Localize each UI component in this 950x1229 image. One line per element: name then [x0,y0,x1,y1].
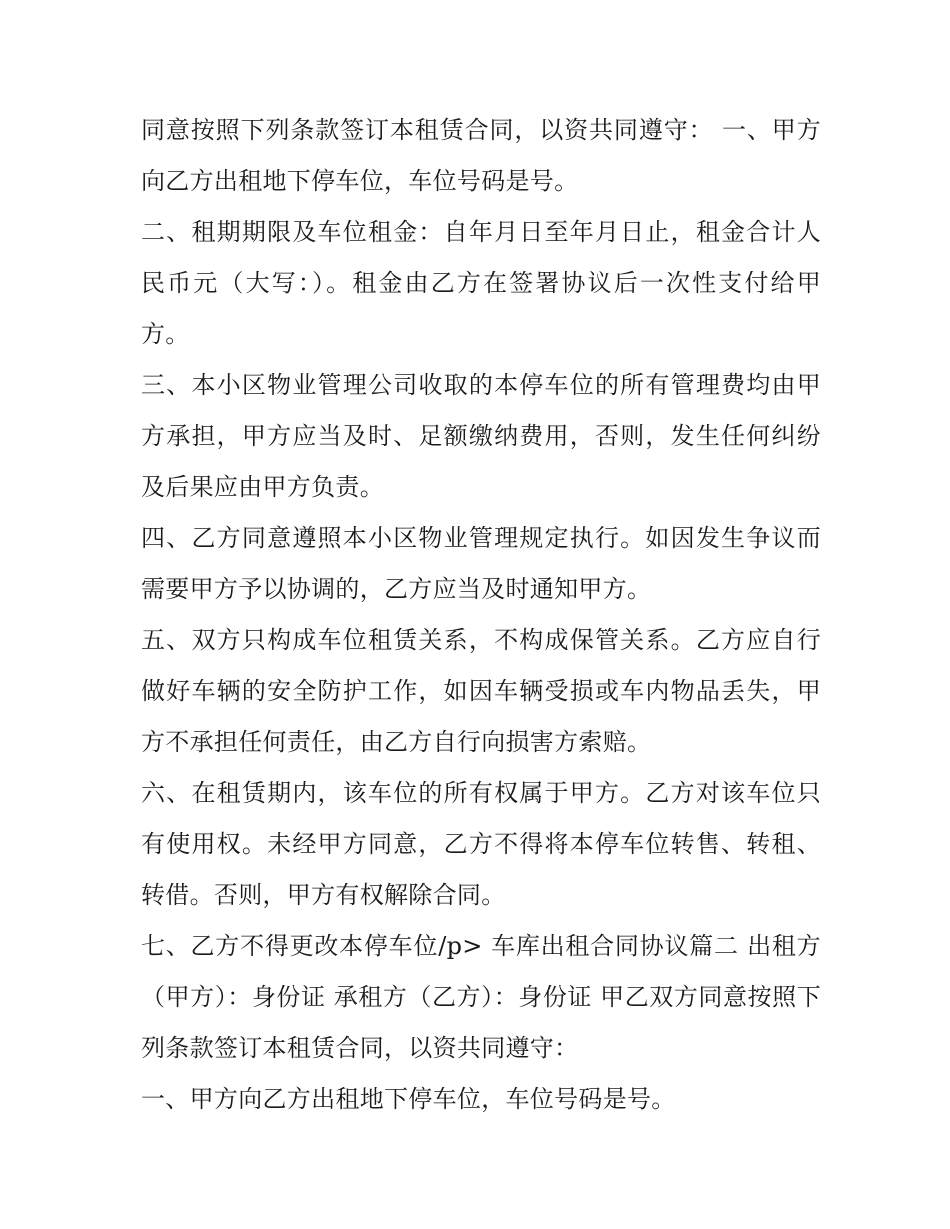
paragraph-intro-clause-1: 同意按照下列条款签订本租赁合同，以资共同遵守： 一、甲方向乙方出租地下停车位，车位号码是号。 [141,116,821,195]
paragraph-clause-1-second: 一、甲方向乙方出租地下停车位，车位号码是号。 [141,1085,676,1113]
paragraph-clause-6: 六、在租赁期内，该车位的所有权属于甲方。乙方对该车位只有使用权。未经甲方同意，乙方不得将本停车位转售、转租、转借。否则，甲方有权解除合同。 [141,779,821,909]
paragraph-clause-4: 四、乙方同意遵照本小区物业管理规定执行。如因发生争议而需要甲方予以协调的，乙方应当及时通知甲方。 [141,524,821,603]
paragraph-clause-5: 五、双方只构成车位租赁关系，不构成保管关系。乙方应自行做好车辆的安全防护工作，如因车辆受损或车内物品丢失，甲方不承担任何责任，由乙方自行向损害方索赔。 [141,626,821,756]
paragraph-clause-2: 二、租期期限及车位租金：自年月日至年月日止，租金合计人民币元（大写：）。租金由乙方在签署协议后一次性支付给甲方。 [141,218,821,348]
document-body [141,105,821,1125]
paragraph-clause-3: 三、本小区物业管理公司收取的本停车位的所有管理费均由甲方承担，甲方应当及时、足额缴纳费用，否则，发生任何纠纷及后果应由甲方负责。 [141,371,821,501]
paragraph-clause-7: 七、乙方不得更改本停车位/p> 车库出租合同协议篇二 出租方（甲方）：身份证 承租方（乙方）：身份证 甲乙双方同意按照下列条款签订本租赁合同，以资共同遵守： [141,932,821,1062]
